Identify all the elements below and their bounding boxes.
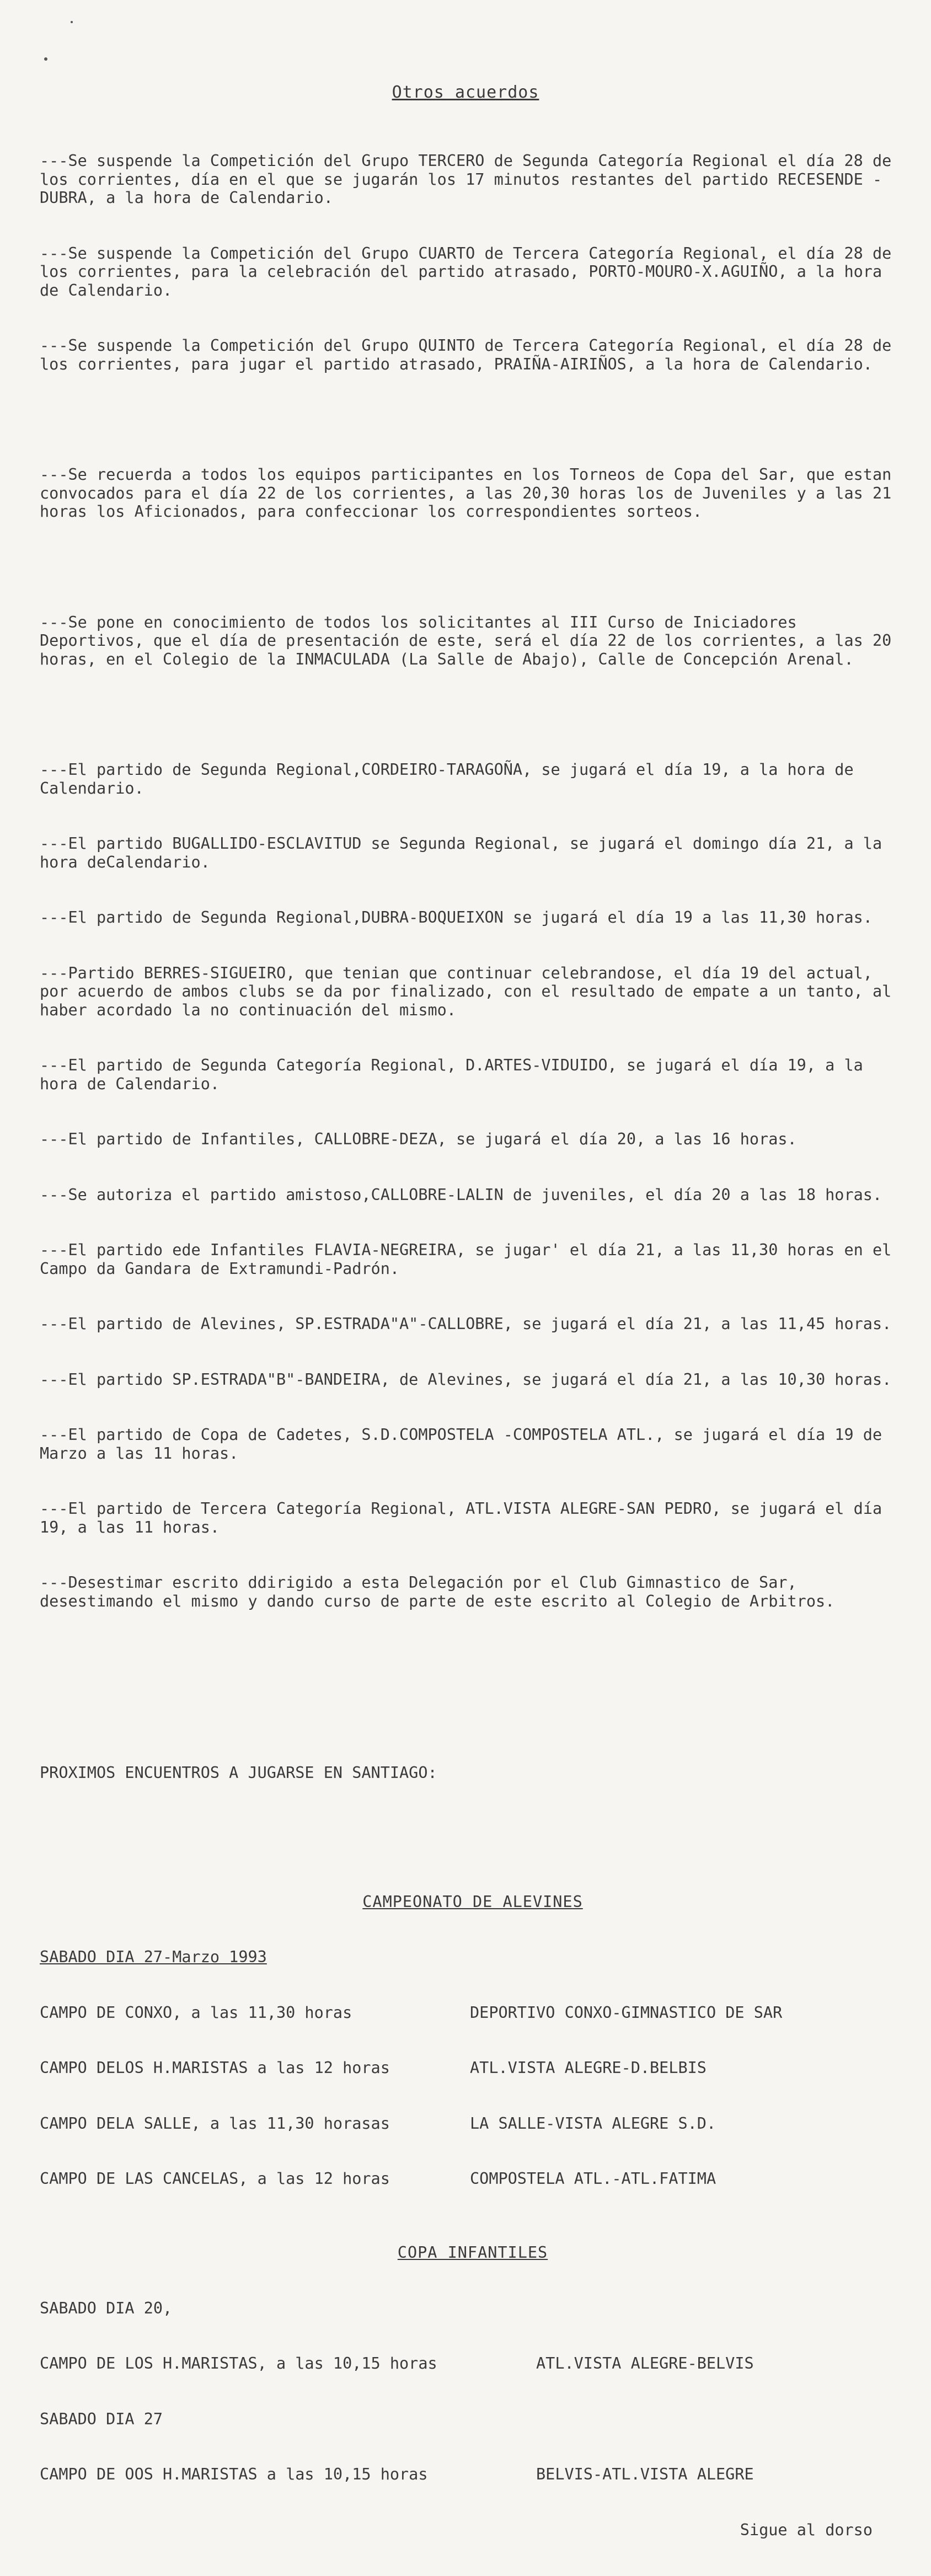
paragraph: ---Se suspende la Competición del Grupo QUINTO de Tercera Categoría Regional, el día 28 de los corrientes, para jugar el partido atrasado, PRAIÑA-AIRIÑOS, a la hora de Calendario. bbox=[40, 336, 901, 373]
schedule-campo: CAMPO DELOS H.MARISTAS a las 12 horas bbox=[40, 2059, 390, 2077]
infantiles-title: COPA INFANTILES bbox=[397, 2243, 548, 2262]
paragraph: ---El partido de Copa de Cadetes, S.D.COMPOSTELA -COMPOSTELA ATL., se jugará el día 19 de Marzo a las 11 horas. bbox=[40, 1426, 892, 1463]
paragraph: ---El partido de Segunda Regional,CORDEIRO-TARAGOÑA, se jugará el día 19, a la hora de Calendario. bbox=[40, 761, 863, 797]
paragraph: ---El partido de Infantiles, CALLOBRE-DEZA, se jugará el día 20, a las 16 horas. bbox=[40, 1130, 797, 1148]
schedule-row bbox=[40, 2059, 906, 2077]
infantiles-date: SABADO DIA 27 bbox=[40, 2409, 163, 2428]
schedule-partido: ATL.VISTA ALEGRE-BELVIS bbox=[536, 2354, 754, 2373]
schedule-row bbox=[40, 2004, 906, 2022]
document-body bbox=[40, 115, 906, 2576]
paragraph: ---El partido ede Infantiles FLAVIA-NEGREIRA, se jugar' el día 21, a las 11,30 horas en el Campo da Gandara de Extramundi-Padrón. bbox=[40, 1241, 901, 1278]
schedule-row bbox=[40, 2170, 906, 2188]
paragraph: ---Desestimar escrito ddirigido a esta Delegación por el Club Gimnastico de Sar, desestimando el mismo y dando curso de parte de este escrito al Colegio de Arbitros. bbox=[40, 1573, 835, 1610]
paper-speck bbox=[44, 57, 47, 61]
paragraph: ---Se suspende la Competición del Grupo TERCERO de Segunda Categoría Regional el día 28 de los corrientes, día en el que se jugarán los 17 minutos restantes del partido RECESENDE -DUBRA, a la hora de Calendario. bbox=[40, 152, 901, 207]
alevines-date: SABADO DIA 27-Marzo 1993 bbox=[40, 1948, 267, 1966]
schedule-partido: COMPOSTELA ATL.-ATL.FATIMA bbox=[470, 2170, 716, 2188]
schedule-row bbox=[40, 2114, 906, 2133]
paragraph: ---Se pone en conocimiento de todos los solicitantes al III Curso de Iniciadores Deportivos, que el día de presentación de este, será el día 22 de los corrientes, a las 20 horas, en el Colegio de la INMACULADA (La Salle de Abajo), Calle de Concepción Arenal. bbox=[40, 613, 901, 668]
paragraph: ---El partido SP.ESTRADA"B"-BANDEIRA, de Alevines, se jugará el día 21, a las 10,30 horas. bbox=[40, 1370, 892, 1389]
proximos-heading: PROXIMOS ENCUENTROS A JUGARSE EN SANTIAGO: bbox=[40, 1763, 437, 1782]
alevines-title: CAMPEONATO DE ALEVINES bbox=[362, 1892, 583, 1911]
paragraph: ---El partido de Alevines, SP.ESTRADA"A"-CALLOBRE, se jugará el día 21, a las 11,45 horas. bbox=[40, 1315, 892, 1333]
paragraph: ---Partido BERRES-SIGUEIRO, que tenian que continuar celebrandose, el día 19 del actual, por acuerdo de ambos clubs se da por finalizado, con el resultado de empate a un tanto, al haber acordado la no continuación del mismo. bbox=[40, 963, 901, 1019]
paper-speck bbox=[71, 21, 73, 23]
continue-note: Sigue al dorso bbox=[740, 2520, 873, 2539]
schedule-row bbox=[40, 2465, 906, 2484]
paragraph: ---Se suspende la Competición del Grupo CUARTO de Tercera Categoría Regional, el día 28 de los corrientes, para la celebración del partido atrasado, PORTO-MOURO-X.AGUIÑO, a la hora de Calendario. bbox=[40, 244, 901, 299]
schedule-partido: BELVIS-ATL.VISTA ALEGRE bbox=[536, 2465, 754, 2483]
paragraph: ---El partido de Segunda Regional,DUBRA-BOQUEIXON se jugará el día 19 a las 11,30 horas. bbox=[40, 908, 873, 926]
schedule-campo: CAMPO DELA SALLE, a las 11,30 horasas bbox=[40, 2114, 390, 2133]
schedule-campo: CAMPO DE OOS H.MARISTAS a las 10,15 horas bbox=[40, 2465, 428, 2483]
schedule-partido: DEPORTIVO CONXO-GIMNASTICO DE SAR bbox=[470, 2003, 783, 2022]
schedule-campo: CAMPO DE LAS CANCELAS, a las 12 horas bbox=[40, 2170, 390, 2188]
infantiles-date: SABADO DIA 20, bbox=[40, 2299, 173, 2317]
schedule-partido: ATL.VISTA ALEGRE-D.BELBIS bbox=[470, 2059, 707, 2077]
paragraph: ---Se recuerda a todos los equipos participantes en los Torneos de Copa del Sar, que estan convocados para el día 22 de los corrientes, a las 20,30 horas los de Juveniles y a las 21 horas los Aficionados, para confeccionar los correspondientes sorteos. bbox=[40, 465, 901, 521]
document-title: Otros acuerdos bbox=[392, 83, 539, 102]
schedule-campo: CAMPO DE LOS H.MARISTAS, a las 10,15 horas bbox=[40, 2354, 437, 2373]
paragraph: ---El partido BUGALLIDO-ESCLAVITUD se Segunda Regional, se jugará el domingo día 21, a la hora deCalendario. bbox=[40, 834, 892, 871]
paragraph: ---El partido de Tercera Categoría Regional, ATL.VISTA ALEGRE-SAN PEDRO, se jugará el día 19, a las 11 horas. bbox=[40, 1499, 892, 1536]
schedule-row bbox=[40, 2354, 906, 2373]
paragraph: ---Se autoriza el partido amistoso,CALLOBRE-LALIN de juveniles, el día 20 a las 18 horas. bbox=[40, 1185, 882, 1204]
paragraph: ---El partido de Segunda Categoría Regional, D.ARTES-VIDUIDO, se jugará el día 19, a la hora de Calendario. bbox=[40, 1056, 873, 1093]
schedule-partido: LA SALLE-VISTA ALEGRE S.D. bbox=[470, 2114, 716, 2133]
schedule-campo: CAMPO DE CONXO, a las 11,30 horas bbox=[40, 2003, 352, 2022]
